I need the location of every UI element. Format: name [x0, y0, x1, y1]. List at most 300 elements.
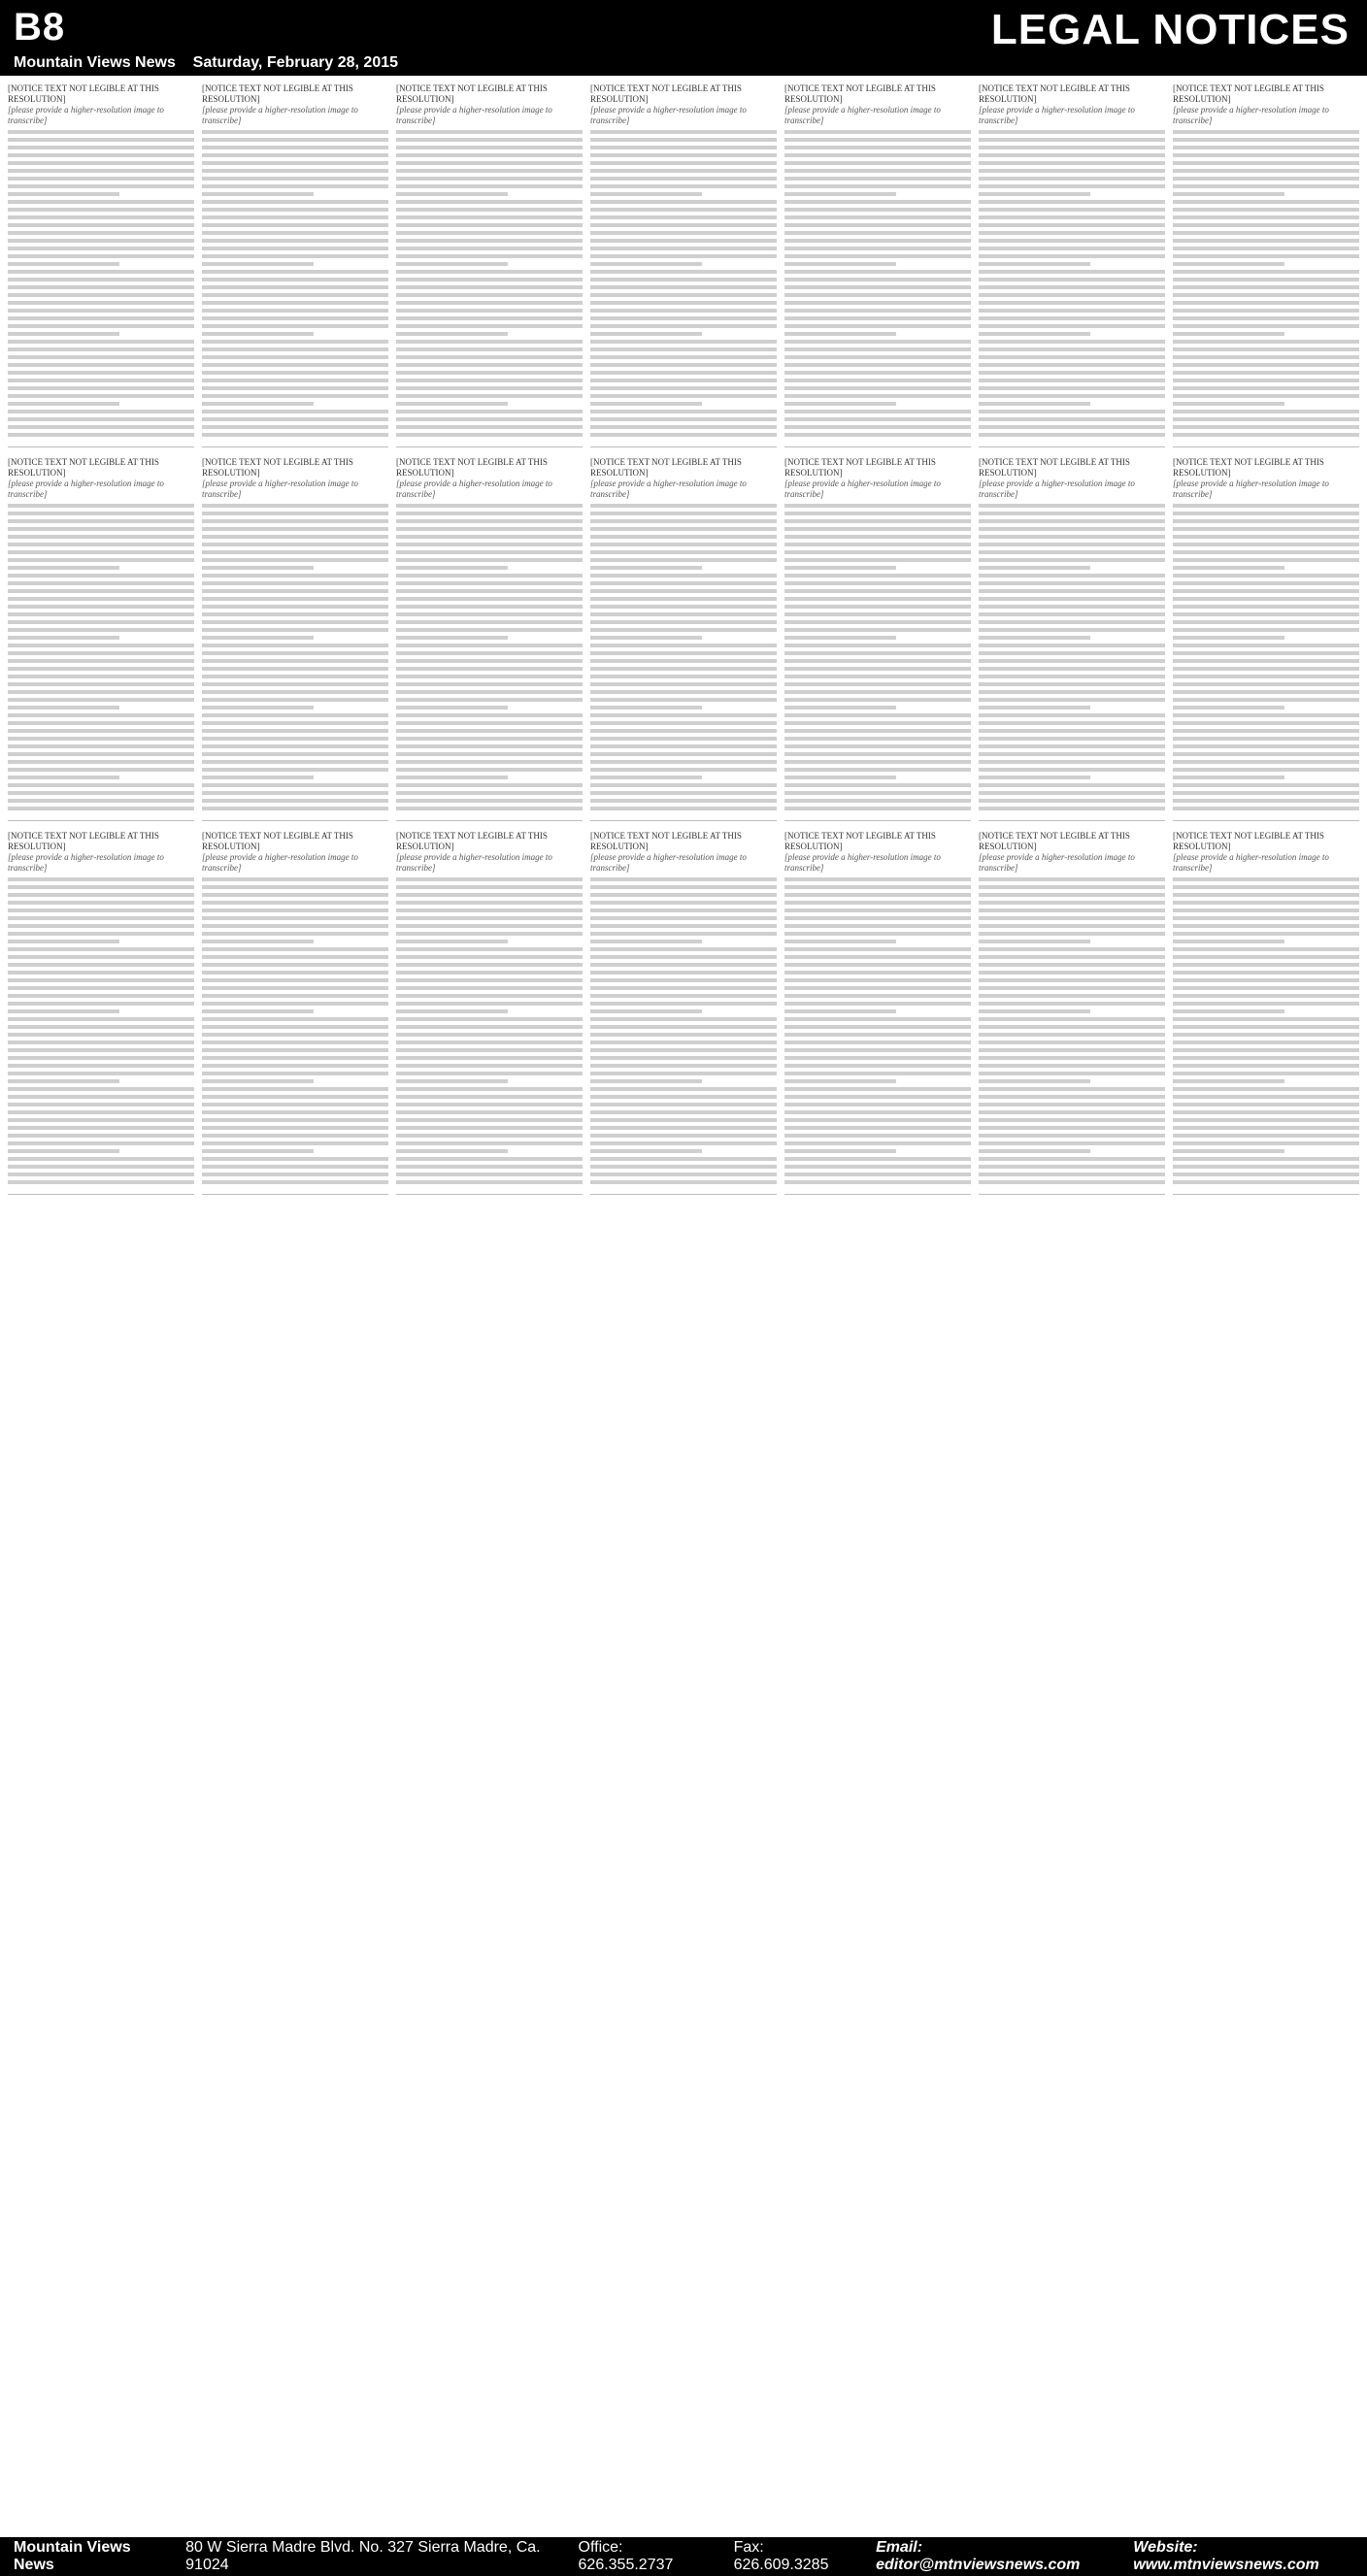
text-line-placeholder: [590, 807, 777, 810]
text-line-placeholder: [396, 760, 583, 764]
text-line-placeholder: [202, 1009, 314, 1013]
text-line-placeholder: [784, 169, 971, 173]
text-line-placeholder: [784, 783, 971, 787]
text-line-placeholder: [1173, 1009, 1284, 1013]
notice-file-label: [NOTICE TEXT NOT LEGIBLE AT THIS RESOLUTION]: [8, 83, 159, 104]
text-line-placeholder: [1173, 768, 1359, 772]
text-line-placeholder: [590, 612, 777, 616]
text-line-placeholder: [590, 1172, 777, 1176]
text-line-placeholder: [784, 161, 971, 165]
text-line-placeholder: [784, 574, 971, 578]
text-line-placeholder: [202, 682, 388, 686]
text-line-placeholder: [784, 916, 971, 920]
text-line-placeholder: [590, 940, 702, 943]
text-line-placeholder: [396, 955, 583, 959]
notice-file-label: [NOTICE TEXT NOT LEGIBLE AT THIS RESOLUTION]: [8, 457, 159, 478]
text-line-placeholder: [396, 394, 583, 398]
text-line-placeholder: [202, 535, 388, 539]
text-line-placeholder: [396, 589, 583, 593]
text-line-placeholder: [784, 512, 971, 515]
text-line-placeholder: [8, 301, 194, 305]
text-line-placeholder: [784, 262, 896, 266]
text-line-placeholder: [979, 947, 1165, 951]
text-line-placeholder: [1173, 620, 1359, 624]
text-line-placeholder: [1173, 1110, 1359, 1114]
text-line-placeholder: [784, 636, 896, 640]
text-line-placeholder: [8, 620, 194, 624]
text-line-placeholder: [1173, 410, 1359, 413]
text-line-placeholder: [8, 285, 194, 289]
text-line-placeholder: [590, 744, 777, 748]
text-line-placeholder: [590, 1095, 777, 1099]
text-line-placeholder: [979, 1002, 1165, 1006]
text-line-placeholder: [979, 581, 1165, 585]
text-line-placeholder: [979, 293, 1165, 297]
text-line-placeholder: [396, 1134, 583, 1138]
notice-file-label: [NOTICE TEXT NOT LEGIBLE AT THIS RESOLUTION]: [202, 83, 353, 104]
text-line-placeholder: [979, 177, 1165, 181]
text-line-placeholder: [979, 589, 1165, 593]
text-line-placeholder: [202, 293, 388, 297]
text-line-placeholder: [1173, 971, 1359, 974]
text-line-placeholder: [396, 581, 583, 585]
text-line-placeholder: [396, 737, 583, 741]
text-line-placeholder: [1173, 581, 1359, 585]
text-line-placeholder: [396, 1165, 583, 1169]
text-line-placeholder: [1173, 1040, 1359, 1044]
text-line-placeholder: [979, 971, 1165, 974]
text-line-placeholder: [784, 1126, 971, 1130]
masthead-bar: [0, 0, 1367, 76]
text-line-placeholder: [8, 776, 119, 779]
text-line-placeholder: [8, 877, 194, 881]
legal-notice: [784, 457, 971, 821]
text-line-placeholder: [202, 612, 388, 616]
text-line-placeholder: [979, 417, 1165, 421]
text-line-placeholder: [590, 908, 777, 912]
text-line-placeholder: [979, 783, 1165, 787]
text-line-placeholder: [784, 791, 971, 795]
text-line-placeholder: [590, 293, 777, 297]
text-line-placeholder: [590, 223, 777, 227]
notice-file-label: [NOTICE TEXT NOT LEGIBLE AT THIS RESOLUTION]: [590, 457, 742, 478]
text-line-placeholder: [396, 402, 508, 406]
text-line-placeholder: [1173, 597, 1359, 601]
text-line-placeholder: [1173, 659, 1359, 663]
text-line-placeholder: [8, 1079, 119, 1083]
text-line-placeholder: [979, 1095, 1165, 1099]
text-line-placeholder: [590, 192, 702, 196]
text-line-placeholder: [396, 605, 583, 609]
text-line-placeholder: [8, 971, 194, 974]
text-line-placeholder: [784, 1025, 971, 1029]
text-line-placeholder: [202, 916, 388, 920]
text-line-placeholder: [590, 512, 777, 515]
text-line-placeholder: [590, 636, 702, 640]
text-line-placeholder: [1173, 535, 1359, 539]
text-line-placeholder: [396, 752, 583, 756]
text-line-placeholder: [784, 278, 971, 281]
text-line-placeholder: [784, 543, 971, 546]
text-line-placeholder: [396, 1072, 583, 1075]
text-line-placeholder: [396, 130, 583, 134]
text-line-placeholder: [202, 504, 388, 508]
text-line-placeholder: [396, 799, 583, 803]
text-line-placeholder: [784, 371, 971, 375]
text-line-placeholder: [202, 940, 314, 943]
text-line-placeholder: [784, 535, 971, 539]
text-line-placeholder: [590, 355, 777, 359]
text-line-placeholder: [8, 682, 194, 686]
text-line-placeholder: [396, 270, 583, 274]
text-line-placeholder: [396, 138, 583, 142]
text-line-placeholder: [784, 1165, 971, 1169]
text-line-placeholder: [8, 239, 194, 243]
text-line-placeholder: [979, 644, 1165, 647]
text-line-placeholder: [1173, 371, 1359, 375]
text-line-placeholder: [590, 379, 777, 382]
text-line-placeholder: [1173, 799, 1359, 803]
text-line-placeholder: [202, 713, 388, 717]
notice-body: [please provide a higher-resolution image to transcribe]: [590, 479, 747, 499]
text-line-placeholder: [8, 410, 194, 413]
text-line-placeholder: [784, 963, 971, 967]
text-line-placeholder: [1173, 1149, 1284, 1153]
legal-notice: [202, 83, 388, 447]
text-line-placeholder: [396, 994, 583, 998]
text-line-placeholder: [979, 628, 1165, 632]
text-line-placeholder: [784, 223, 971, 227]
text-line-placeholder: [8, 947, 194, 951]
text-line-placeholder: [590, 1017, 777, 1021]
text-line-placeholder: [396, 340, 583, 344]
text-line-placeholder: [8, 1025, 194, 1029]
text-line-placeholder: [784, 130, 971, 134]
text-line-placeholder: [979, 355, 1165, 359]
text-line-placeholder: [202, 963, 388, 967]
text-line-placeholder: [396, 169, 583, 173]
text-line-placeholder: [8, 589, 194, 593]
notice-body: [please provide a higher-resolution image to transcribe]: [1173, 105, 1329, 125]
text-line-placeholder: [784, 713, 971, 717]
text-line-placeholder: [396, 192, 508, 196]
text-line-placeholder: [590, 417, 777, 421]
text-line-placeholder: [1173, 215, 1359, 219]
footer-email: Email: editor@mtnviewsnews.com: [876, 2539, 1081, 2573]
text-line-placeholder: [8, 901, 194, 905]
notice-body: [please provide a higher-resolution image to transcribe]: [202, 105, 358, 125]
text-line-placeholder: [590, 262, 702, 266]
notice-body: [please provide a higher-resolution image to transcribe]: [784, 852, 941, 873]
text-line-placeholder: [8, 605, 194, 609]
text-line-placeholder: [8, 425, 194, 429]
text-line-placeholder: [784, 215, 971, 219]
text-line-placeholder: [202, 1056, 388, 1060]
text-line-placeholder: [8, 651, 194, 655]
text-line-placeholder: [1173, 1056, 1359, 1060]
text-line-placeholder: [8, 1033, 194, 1037]
text-line-placeholder: [396, 776, 508, 779]
text-line-placeholder: [1173, 153, 1359, 157]
text-line-placeholder: [979, 1126, 1165, 1130]
footer-paper-name: Mountain Views News: [14, 2539, 131, 2573]
notice-file-label: [NOTICE TEXT NOT LEGIBLE AT THIS RESOLUTION]: [590, 831, 742, 851]
text-line-placeholder: [590, 574, 777, 578]
text-line-placeholder: [396, 1172, 583, 1176]
text-line-placeholder: [1173, 667, 1359, 671]
text-line-placeholder: [1173, 1087, 1359, 1091]
text-line-placeholder: [979, 309, 1165, 313]
text-line-placeholder: [8, 177, 194, 181]
text-line-placeholder: [1173, 394, 1359, 398]
text-line-placeholder: [979, 223, 1165, 227]
text-line-placeholder: [8, 433, 194, 437]
text-line-placeholder: [396, 947, 583, 951]
text-line-placeholder: [979, 1009, 1090, 1013]
text-line-placeholder: [396, 807, 583, 810]
notice-file-label: [NOTICE TEXT NOT LEGIBLE AT THIS RESOLUTION]: [1173, 83, 1324, 104]
text-line-placeholder: [784, 433, 971, 437]
text-line-placeholder: [396, 706, 508, 710]
notice-body: [please provide a higher-resolution image to transcribe]: [590, 105, 747, 125]
text-line-placeholder: [1173, 776, 1284, 779]
text-line-placeholder: [396, 729, 583, 733]
legal-notice: [979, 83, 1165, 447]
text-line-placeholder: [784, 270, 971, 274]
text-line-placeholder: [202, 947, 388, 951]
text-line-placeholder: [396, 1095, 583, 1099]
notice-file-label: [NOTICE TEXT NOT LEGIBLE AT THIS RESOLUTION]: [590, 83, 742, 104]
notice-file-label: [NOTICE TEXT NOT LEGIBLE AT THIS RESOLUTION]: [8, 831, 159, 851]
text-line-placeholder: [590, 231, 777, 235]
text-line-placeholder: [1173, 309, 1359, 313]
text-line-placeholder: [202, 386, 388, 390]
text-line-placeholder: [784, 1087, 971, 1091]
footer-website: Website: www.mtnviewsnews.com: [1133, 2539, 1319, 2573]
text-line-placeholder: [784, 628, 971, 632]
legal-notice: [8, 457, 194, 821]
text-line-placeholder: [202, 324, 388, 328]
text-line-placeholder: [8, 783, 194, 787]
text-line-placeholder: [202, 1118, 388, 1122]
text-line-placeholder: [202, 1072, 388, 1075]
text-line-placeholder: [8, 978, 194, 982]
text-line-placeholder: [1173, 1157, 1359, 1161]
text-line-placeholder: [590, 161, 777, 165]
text-line-placeholder: [590, 1056, 777, 1060]
text-line-placeholder: [1173, 425, 1359, 429]
notice-columns: [8, 83, 1359, 2529]
text-line-placeholder: [8, 363, 194, 367]
text-line-placeholder: [784, 379, 971, 382]
text-line-placeholder: [396, 1087, 583, 1091]
text-line-placeholder: [590, 1134, 777, 1138]
text-line-placeholder: [590, 332, 702, 336]
text-line-placeholder: [396, 332, 508, 336]
text-line-placeholder: [784, 737, 971, 741]
text-line-placeholder: [202, 605, 388, 609]
text-line-placeholder: [396, 713, 583, 717]
text-line-placeholder: [784, 924, 971, 928]
text-line-placeholder: [1173, 247, 1359, 250]
text-line-placeholder: [1173, 947, 1359, 951]
text-line-placeholder: [979, 651, 1165, 655]
notice-body: [please provide a higher-resolution image to transcribe]: [1173, 479, 1329, 499]
text-line-placeholder: [8, 527, 194, 531]
text-line-placeholder: [1173, 543, 1359, 546]
text-line-placeholder: [979, 512, 1165, 515]
text-line-placeholder: [202, 729, 388, 733]
text-line-placeholder: [590, 239, 777, 243]
text-line-placeholder: [8, 1056, 194, 1060]
text-line-placeholder: [979, 932, 1165, 936]
notice-column: [8, 83, 194, 2529]
text-line-placeholder: [979, 1118, 1165, 1122]
text-line-placeholder: [8, 1141, 194, 1145]
text-line-placeholder: [590, 340, 777, 344]
text-line-placeholder: [396, 1126, 583, 1130]
text-line-placeholder: [1173, 386, 1359, 390]
text-line-placeholder: [202, 543, 388, 546]
text-line-placeholder: [8, 558, 194, 562]
text-line-placeholder: [784, 324, 971, 328]
text-line-placeholder: [8, 223, 194, 227]
text-line-placeholder: [1173, 744, 1359, 748]
text-line-placeholder: [590, 278, 777, 281]
text-line-placeholder: [979, 1141, 1165, 1145]
text-line-placeholder: [396, 519, 583, 523]
text-line-placeholder: [202, 620, 388, 624]
text-line-placeholder: [8, 1002, 194, 1006]
text-line-placeholder: [979, 612, 1165, 616]
text-line-placeholder: [784, 301, 971, 305]
legal-notice: [202, 457, 388, 821]
text-line-placeholder: [1173, 262, 1284, 266]
text-line-placeholder: [202, 379, 388, 382]
text-line-placeholder: [396, 324, 583, 328]
text-line-placeholder: [396, 433, 583, 437]
notice-body: [please provide a higher-resolution image to transcribe]: [396, 852, 552, 873]
text-line-placeholder: [202, 433, 388, 437]
text-line-placeholder: [396, 247, 583, 250]
text-line-placeholder: [979, 550, 1165, 554]
text-line-placeholder: [202, 644, 388, 647]
notice-file-label: [NOTICE TEXT NOT LEGIBLE AT THIS RESOLUTION]: [396, 457, 548, 478]
text-line-placeholder: [396, 146, 583, 149]
text-line-placeholder: [202, 901, 388, 905]
text-line-placeholder: [590, 675, 777, 678]
text-line-placeholder: [396, 1025, 583, 1029]
text-line-placeholder: [396, 986, 583, 990]
text-line-placeholder: [979, 1056, 1165, 1060]
text-line-placeholder: [590, 713, 777, 717]
text-line-placeholder: [784, 394, 971, 398]
text-line-placeholder: [202, 1040, 388, 1044]
text-line-placeholder: [1173, 1033, 1359, 1037]
notice-body: [please provide a higher-resolution image to transcribe]: [8, 852, 164, 873]
text-line-placeholder: [202, 285, 388, 289]
text-line-placeholder: [202, 690, 388, 694]
text-line-placeholder: [202, 247, 388, 250]
text-line-placeholder: [590, 698, 777, 702]
text-line-placeholder: [590, 1033, 777, 1037]
text-line-placeholder: [8, 394, 194, 398]
text-line-placeholder: [202, 184, 388, 188]
legal-notice: [8, 831, 194, 1195]
text-line-placeholder: [202, 519, 388, 523]
text-line-placeholder: [8, 807, 194, 810]
text-line-placeholder: [784, 877, 971, 881]
text-line-placeholder: [784, 901, 971, 905]
notice-body: [please provide a higher-resolution image to transcribe]: [8, 479, 164, 499]
text-line-placeholder: [1173, 1017, 1359, 1021]
text-line-placeholder: [590, 901, 777, 905]
text-line-placeholder: [590, 924, 777, 928]
text-line-placeholder: [590, 200, 777, 204]
text-line-placeholder: [8, 737, 194, 741]
text-line-placeholder: [590, 433, 777, 437]
text-line-placeholder: [1173, 146, 1359, 149]
text-line-placeholder: [979, 620, 1165, 624]
text-line-placeholder: [1173, 293, 1359, 297]
issue-date: Saturday, February 28, 2015: [192, 54, 399, 71]
text-line-placeholder: [590, 363, 777, 367]
text-line-placeholder: [1173, 192, 1284, 196]
text-line-placeholder: [590, 885, 777, 889]
text-line-placeholder: [1173, 177, 1359, 181]
text-line-placeholder: [396, 558, 583, 562]
notice-file-label: [NOTICE TEXT NOT LEGIBLE AT THIS RESOLUTION]: [979, 83, 1130, 104]
text-line-placeholder: [396, 698, 583, 702]
text-line-placeholder: [590, 1009, 702, 1013]
text-line-placeholder: [396, 262, 508, 266]
text-line-placeholder: [784, 1040, 971, 1044]
text-line-placeholder: [396, 783, 583, 787]
text-line-placeholder: [202, 924, 388, 928]
legal-notice: [396, 83, 583, 447]
masthead-subline: [14, 54, 398, 72]
text-line-placeholder: [8, 628, 194, 632]
text-line-placeholder: [396, 1149, 508, 1153]
text-line-placeholder: [8, 994, 194, 998]
text-line-placeholder: [8, 543, 194, 546]
text-line-placeholder: [1173, 417, 1359, 421]
text-line-placeholder: [784, 519, 971, 523]
text-line-placeholder: [202, 744, 388, 748]
text-line-placeholder: [396, 885, 583, 889]
text-line-placeholder: [784, 1149, 896, 1153]
text-line-placeholder: [8, 721, 194, 725]
text-line-placeholder: [590, 1149, 702, 1153]
notice-body: [please provide a higher-resolution image to transcribe]: [979, 105, 1135, 125]
text-line-placeholder: [8, 1157, 194, 1161]
text-line-placeholder: [784, 971, 971, 974]
text-line-placeholder: [202, 628, 388, 632]
text-line-placeholder: [1173, 169, 1359, 173]
notice-body: [please provide a higher-resolution image to transcribe]: [979, 479, 1135, 499]
text-line-placeholder: [396, 550, 583, 554]
text-line-placeholder: [1173, 963, 1359, 967]
text-line-placeholder: [396, 1064, 583, 1068]
text-line-placeholder: [979, 153, 1165, 157]
legal-notice: [590, 831, 777, 1195]
notice-body: [please provide a higher-resolution image to transcribe]: [1173, 852, 1329, 873]
text-line-placeholder: [202, 223, 388, 227]
text-line-placeholder: [202, 721, 388, 725]
text-line-placeholder: [202, 1095, 388, 1099]
text-line-placeholder: [1173, 316, 1359, 320]
text-line-placeholder: [979, 504, 1165, 508]
